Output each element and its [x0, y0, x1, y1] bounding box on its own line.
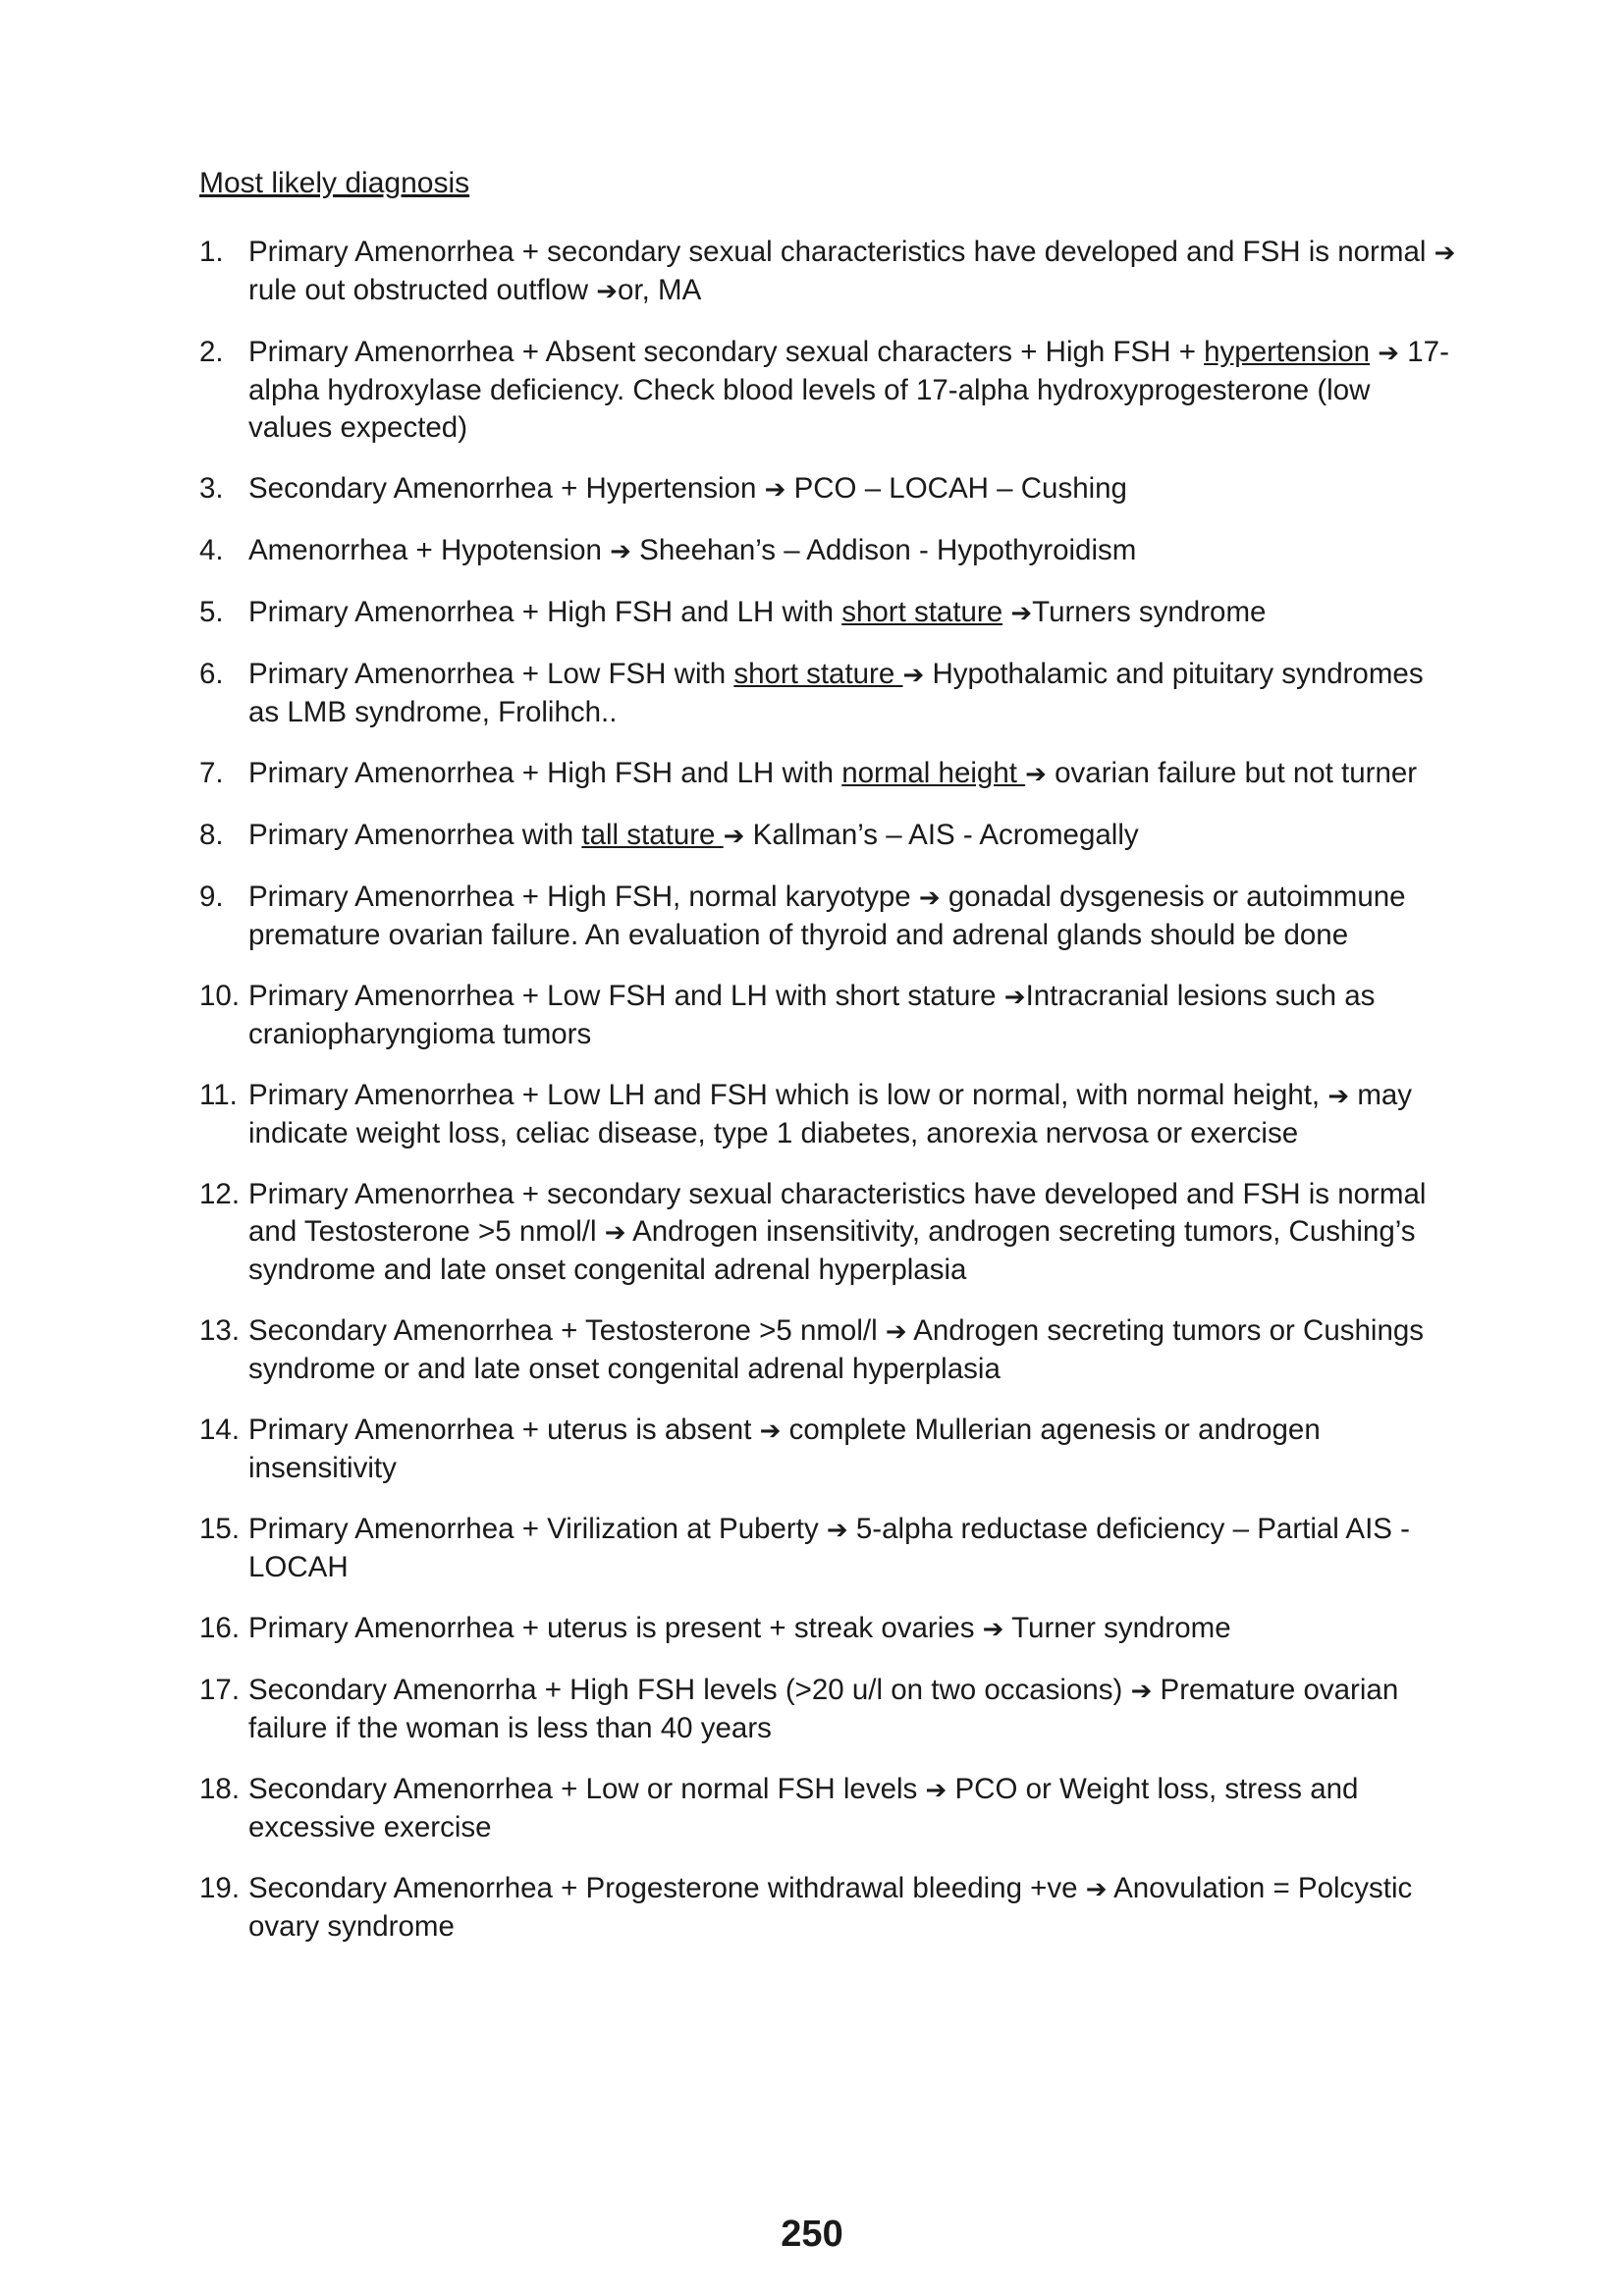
diagnosis-item: [199, 656, 1456, 731]
diagnosis-item: [199, 755, 1456, 793]
item-number: 5.: [199, 596, 224, 628]
diagnosis-item: [199, 334, 1456, 447]
diagnosis-item: [199, 1412, 1456, 1487]
item-text: [248, 596, 1266, 628]
diagnosis-list: [199, 234, 1456, 1946]
text-segment: Secondary Amenorrhea + Low or normal FSH levels: [248, 1773, 926, 1805]
item-number: 14.: [199, 1414, 241, 1446]
text-segment: Primary Amenorrhea + High FSH and LH with: [248, 757, 842, 789]
item-text: [248, 1414, 1321, 1484]
right-arrow-icon: ➔: [885, 1317, 907, 1347]
item-number: 10.: [199, 980, 241, 1012]
right-arrow-icon: ➔: [596, 277, 618, 306]
right-arrow-icon: ➔: [902, 661, 925, 690]
text-segment: Turners syndrome: [1032, 596, 1267, 628]
right-arrow-icon: ➔: [1327, 1082, 1350, 1111]
item-number: 11.: [199, 1079, 238, 1111]
text-segment: Primary Amenorrhea + uterus is present + streak ovaries: [248, 1612, 983, 1644]
text-segment: PCO or Weight loss, stress and excessive exercise: [248, 1773, 1359, 1843]
item-number: 12.: [199, 1178, 241, 1210]
diagnosis-item: [199, 594, 1456, 632]
item-number: 6.: [199, 658, 224, 690]
text-segment: Androgen insensitivity, androgen secreting tumors, Cushing’s syndrome and late onset congenital adrenal hyperplasia: [248, 1215, 1416, 1286]
text-segment: Hypothalamic and pituitary syndromes as LMB syndrome, Frolihch..: [248, 658, 1424, 728]
text-segment: Secondary Amenorrha + High FSH levels (>20 u/l on two occasions): [248, 1674, 1131, 1706]
underlined-term: normal height: [841, 757, 1026, 789]
underlined-term: hypertension: [1204, 336, 1371, 368]
text-segment: ovarian failure but not turner: [1046, 757, 1418, 789]
text-segment: gonadal dysgenesis or autoimmune premature ovarian failure. An evaluation of thyroid and adrenal glands should be done: [248, 881, 1406, 951]
text-segment: Turner syndrome: [1003, 1612, 1231, 1644]
text-segment: PCO – LOCAH – Cushing: [785, 472, 1127, 505]
diagnosis-item: [199, 1610, 1456, 1648]
text-segment: Primary Amenorrhea + Absent secondary sexual characters + High FSH +: [248, 336, 1205, 368]
right-arrow-icon: ➔: [925, 1776, 947, 1805]
item-text: [248, 980, 1375, 1050]
text-segment: Secondary Amenorrhea + Testosterone >5 nmol/l: [248, 1314, 886, 1347]
underlined-term: short stature: [841, 596, 1003, 628]
item-text: [248, 534, 1136, 566]
text-segment: Premature ovarian failure if the woman is less than 40 years: [248, 1674, 1399, 1744]
item-number: 2.: [199, 336, 224, 368]
item-text: [248, 472, 1127, 505]
text-segment: Primary Amenorrhea + Low LH and FSH which is low or normal, with normal height,: [248, 1079, 1328, 1111]
item-text: [248, 1612, 1231, 1644]
item-text: [248, 1079, 1412, 1149]
diagnosis-item: [199, 234, 1456, 310]
right-arrow-icon: ➔: [1025, 760, 1047, 789]
item-text: [248, 1178, 1426, 1286]
item-text: [248, 1513, 1410, 1583]
item-text: [248, 757, 1417, 789]
diagnosis-item: [199, 1176, 1456, 1289]
item-text: [248, 819, 1139, 851]
text-segment: Primary Amenorrhea + Low FSH with: [248, 658, 734, 690]
diagnosis-item: [199, 1771, 1456, 1846]
text-segment: Primary Amenorrhea with: [248, 819, 582, 851]
item-number: 8.: [199, 819, 224, 851]
right-arrow-icon: ➔: [604, 1218, 626, 1248]
page-content: [199, 165, 1456, 1969]
right-arrow-icon: ➔: [1130, 1677, 1153, 1706]
text-segment: complete Mullerian agenesis or androgen insensitivity: [248, 1414, 1321, 1484]
diagnosis-item: [199, 978, 1456, 1053]
item-text: [248, 1872, 1412, 1943]
text-segment: Androgen secreting tumors or Cushings syndrome or and late onset congenital adrenal hyperplasia: [248, 1314, 1425, 1385]
right-arrow-icon: ➔: [759, 1416, 782, 1446]
text-segment: Primary Amenorrhea + uterus is absent: [248, 1414, 760, 1446]
diagnosis-item: [199, 532, 1456, 570]
diagnosis-item: [199, 1672, 1456, 1747]
item-number: 1.: [199, 236, 224, 268]
right-arrow-icon: ➔: [1378, 339, 1400, 368]
right-arrow-icon: ➔: [1010, 599, 1033, 628]
diagnosis-item: [199, 879, 1456, 954]
right-arrow-icon: ➔: [1003, 983, 1026, 1012]
diagnosis-item: [199, 1870, 1456, 1946]
item-text: [248, 1773, 1358, 1843]
item-text: [248, 658, 1424, 728]
text-segment: Amenorrhea + Hypotension: [248, 534, 611, 566]
text-segment: Primary Amenorrhea + High FSH, normal karyotype: [248, 881, 919, 913]
right-arrow-icon: ➔: [826, 1516, 848, 1545]
item-text: [248, 1674, 1398, 1744]
right-arrow-icon: ➔: [918, 883, 941, 913]
page-heading: Most likely diagnosis: [199, 167, 470, 199]
item-number: 18.: [199, 1773, 241, 1805]
text-segment: may indicate weight loss, celiac disease, type 1 diabetes, anorexia nervosa or exercise: [248, 1079, 1413, 1149]
diagnosis-item: [199, 1312, 1456, 1388]
right-arrow-icon: ➔: [764, 475, 786, 505]
page-number: 250: [781, 2214, 843, 2255]
text-segment: Secondary Amenorrhea + Progesterone withdrawal bleeding +ve: [248, 1872, 1086, 1904]
right-arrow-icon: ➔: [723, 822, 745, 851]
item-number: 9.: [199, 881, 224, 913]
item-number: 4.: [199, 534, 224, 566]
text-segment: rule out obstructed outflow: [248, 274, 597, 306]
item-text: [248, 881, 1406, 951]
underlined-term: tall stature: [581, 819, 724, 851]
text-segment: Primary Amenorrhea + secondary sexual characteristics have developed and FSH is normal and Testosterone >5 nmol/l: [248, 1178, 1427, 1248]
text-segment: Anovulation = Polcystic ovary syndrome: [248, 1872, 1413, 1943]
text-segment: Kallman’s – AIS - Acromegally: [744, 819, 1139, 851]
item-text: [248, 1314, 1424, 1385]
text-segment: Primary Amenorrhea + Low FSH and LH with short stature: [248, 980, 1004, 1012]
text-segment: Sheehan’s – Addison - Hypothyroidism: [630, 534, 1137, 566]
diagnosis-item: [199, 817, 1456, 855]
text-segment: Secondary Amenorrhea + Hypertension: [248, 472, 765, 505]
item-number: 7.: [199, 757, 224, 789]
text-segment: Primary Amenorrhea + Virilization at Puberty: [248, 1513, 827, 1545]
text-segment: Primary Amenorrhea + High FSH and LH with: [248, 596, 842, 628]
diagnosis-item: [199, 1511, 1456, 1586]
item-text: [248, 336, 1449, 444]
text-segment: Intracranial lesions such as craniopharyngioma tumors: [248, 980, 1376, 1050]
item-number: 3.: [199, 472, 224, 505]
item-number: 16.: [199, 1612, 241, 1644]
item-number: 15.: [199, 1513, 241, 1545]
item-number: 17.: [199, 1674, 241, 1706]
text-segment: 5-alpha reductase deficiency – Partial AIS - LOCAH: [248, 1513, 1410, 1583]
text-segment: 17-alpha hydroxylase deficiency. Check blood levels of 17-alpha hydroxyprogesterone (low values expected): [248, 336, 1449, 444]
right-arrow-icon: ➔: [982, 1615, 1004, 1644]
underlined-term: short stature: [733, 658, 903, 690]
text-segment: Primary Amenorrhea + secondary sexual characteristics have developed and FSH is normal: [248, 236, 1435, 268]
diagnosis-item: [199, 1077, 1456, 1152]
right-arrow-icon: ➔: [1434, 239, 1456, 268]
item-number: 19.: [199, 1872, 241, 1904]
item-text: [248, 236, 1455, 306]
diagnosis-item: [199, 470, 1456, 508]
text-segment: or, MA: [618, 274, 702, 306]
item-number: 13.: [199, 1314, 241, 1347]
right-arrow-icon: ➔: [610, 537, 631, 566]
right-arrow-icon: ➔: [1085, 1875, 1108, 1904]
